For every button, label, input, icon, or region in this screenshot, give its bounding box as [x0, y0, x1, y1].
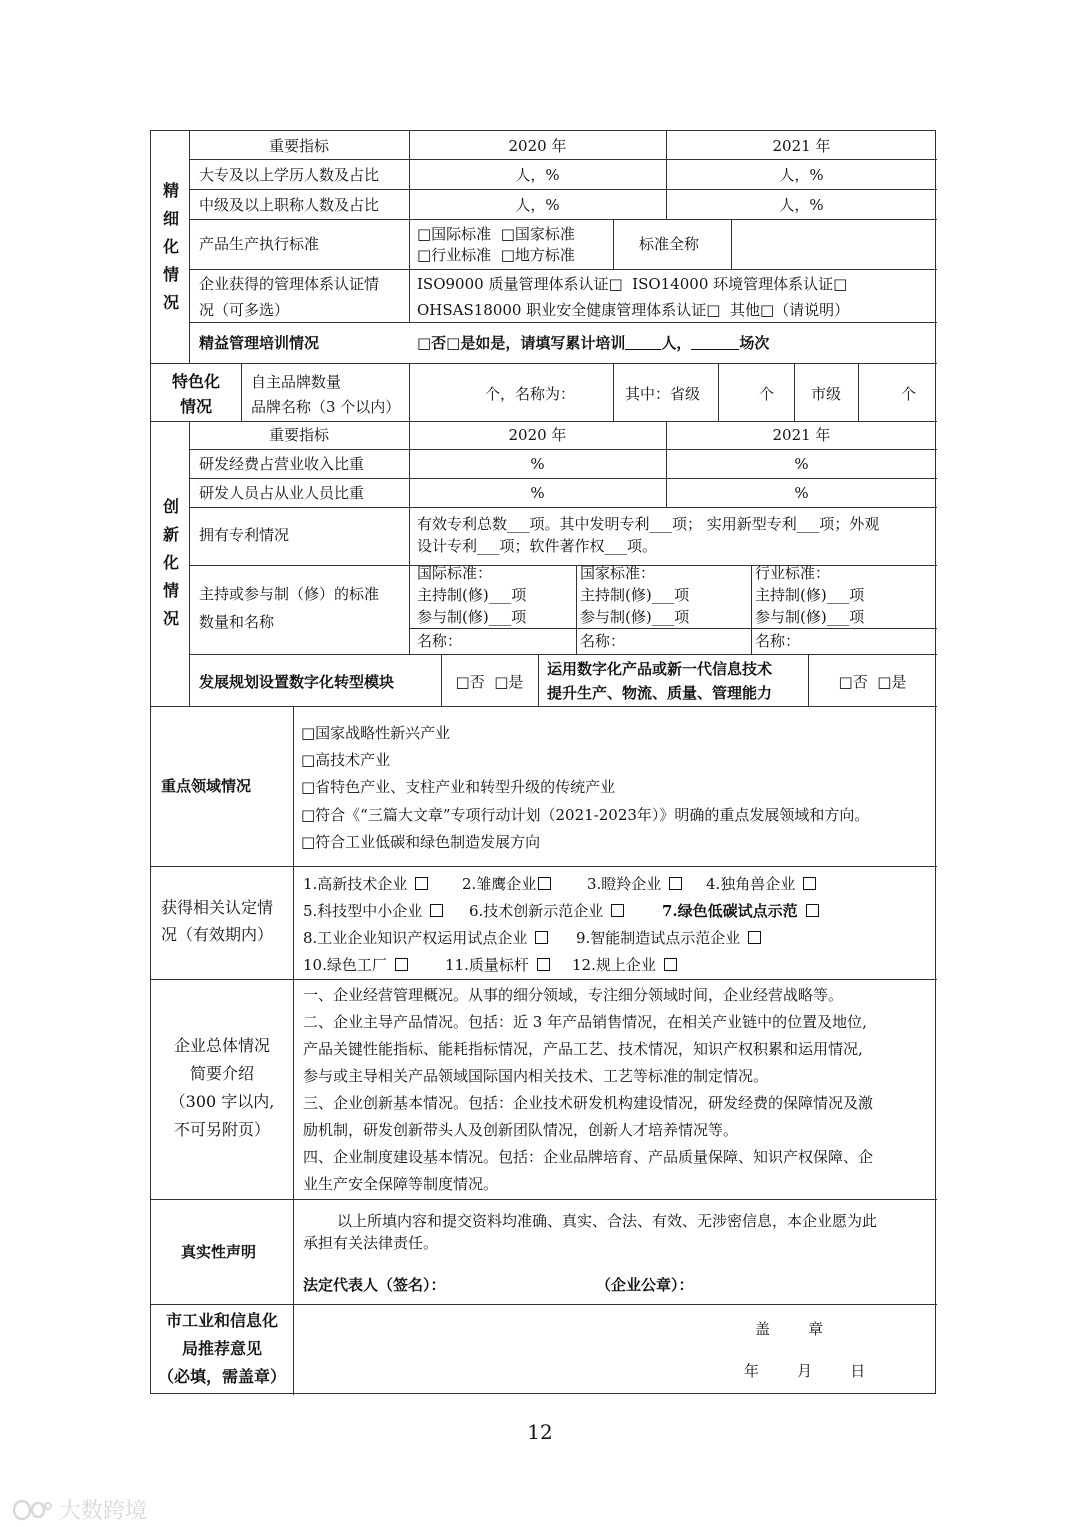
cert-item-3-label: 3.瞪羚企业 [587, 875, 662, 893]
intl-standard-title: 国际标准： [417, 564, 493, 582]
watermark-text: 大数跨境 [59, 1499, 148, 1524]
overview-label-3: （300 字以内, [169, 1092, 275, 1111]
natl-standard-name[interactable]: 名称： [580, 632, 626, 650]
declaration-line-2: 承担有关法律责任。 [303, 1234, 439, 1252]
year-2020-header: 2020 年 [508, 137, 567, 155]
cert-item-2-label: 2.雏鹰企业 [462, 875, 537, 893]
cert-options-2[interactable]: OHSAS18000 职业安全健康管理体系认证□ 其他□（请说明） [417, 301, 850, 319]
standard-fullname-label: 标准全称 [639, 235, 700, 253]
cert-item-6-label: 6.技术创新示范企业 [469, 902, 604, 920]
cert-item-9[interactable] [576, 928, 763, 948]
province-label: 其中：省级 [625, 385, 701, 403]
digital-capability-options[interactable]: □否 □是 [838, 673, 907, 691]
checkbox[interactable] [803, 877, 816, 890]
cert-item-5-label: 5.科技型中小企业 [303, 902, 423, 920]
rd-expense-2021-field[interactable]: % [794, 455, 809, 473]
recommendation-label-2: 局推荐意见 [181, 1339, 262, 1358]
overview-line-4[interactable]: 参与或主导相关产品领域国际国内相关技术、工艺等标准的制定情况。 [303, 1067, 769, 1085]
recommendation-label-3: （必填，需盖章） [157, 1367, 286, 1386]
cert-item-11[interactable] [445, 955, 552, 975]
innovation-section-label: 创 新 化 情 况 [162, 497, 179, 628]
recommendation-label-1: 市工业和信息化 [165, 1311, 278, 1330]
natl-standard-host[interactable]: 主持制(修)___项 [580, 586, 690, 604]
checkbox[interactable] [537, 958, 550, 971]
rd-staff-2021-field[interactable]: % [794, 484, 809, 502]
education-2021-field[interactable]: 人，% [779, 166, 824, 184]
education-2020-field[interactable]: 人，% [515, 166, 560, 184]
rd-staff-label: 研发人员占从业人员比重 [199, 484, 365, 502]
page-number: 12 [527, 1420, 553, 1444]
standard-options-1[interactable]: □国际标准 □国家标准 [417, 225, 575, 243]
certifications-label-2: 况（有效期内） [161, 925, 274, 944]
innovation-year-2021-header: 2021 年 [772, 426, 831, 444]
cert-item-8[interactable] [303, 928, 550, 948]
legal-rep-signature-field[interactable]: 法定代表人（签名）： [303, 1276, 446, 1294]
industry-standard-join[interactable]: 参与制(修)___项 [755, 608, 865, 626]
rd-expense-label: 研发经费占营业收入比重 [199, 455, 365, 473]
digital-capability-label-2: 提升生产、物流、质量、管理能力 [547, 684, 773, 702]
checkbox[interactable] [806, 904, 819, 917]
checkbox[interactable] [748, 931, 761, 944]
cert-item-10-label: 10.绿色工厂 [303, 956, 387, 974]
cert-label-1: 企业获得的管理体系认证情 [199, 275, 380, 293]
cert-item-8-label: 8.工业企业知识产权运用试点企业 [303, 929, 528, 947]
certifications-label-1: 获得相关认定情 [161, 898, 274, 917]
overview-line-3[interactable]: 产品关键性能指标、能耗指标情况，产品工艺、技术情况，知识产权积累和运用情况, [303, 1040, 863, 1058]
recommendation-stamp[interactable]: 盖 章 [755, 1320, 824, 1338]
title-2021-field[interactable]: 人，% [779, 196, 824, 214]
intl-standard-name[interactable]: 名称： [417, 632, 463, 650]
checkbox[interactable] [535, 931, 548, 944]
cert-label-2: 况（可多选） [199, 301, 290, 319]
natl-standard-join[interactable]: 参与制(修)___项 [580, 608, 690, 626]
cert-item-12[interactable] [572, 955, 679, 975]
cert-options-1[interactable]: ISO9000 质量管理体系认证□ ISO14000 环境管理体系认证□ [417, 275, 848, 293]
checkbox[interactable] [611, 904, 624, 917]
industry-standard-title: 行业标准： [755, 564, 831, 582]
cert-item-10[interactable] [303, 955, 410, 975]
patent-line-1[interactable]: 有效专利总数___项。其中发明专利___项； 实用新型专利___项；外观 [417, 515, 880, 533]
brand-count-field[interactable]: 个，名称为： [485, 385, 576, 403]
lean-suffix: 场次 [739, 334, 770, 352]
cert-item-5[interactable] [303, 901, 445, 921]
rd-expense-2020-field[interactable]: % [530, 455, 545, 473]
key-field-item-2[interactable]: □高技术产业 [301, 751, 391, 769]
specialization-section-1: 特色化 [171, 372, 220, 391]
lean-training-field[interactable] [417, 333, 769, 353]
overview-line-8[interactable]: 业生产安全保障等制度情况。 [303, 1175, 499, 1193]
cert-item-2[interactable] [462, 874, 553, 894]
lean-mid: 人， [661, 334, 692, 352]
cert-item-1-label: 1.高新技术企业 [303, 875, 408, 893]
cert-item-7-label: 7.绿色低碳试点示范 [662, 902, 798, 920]
digital-module-label: 发展规划设置数字化转型模块 [199, 673, 395, 691]
overview-line-2[interactable]: 二、企业主导产品情况。包括：近 3 年产品销售情况，在相关产业链中的位置及地位, [303, 1013, 867, 1031]
checkbox[interactable] [395, 958, 408, 971]
innovation-year-2020-header: 2020 年 [508, 426, 567, 444]
cert-item-7[interactable] [662, 901, 821, 921]
cert-item-1[interactable] [303, 874, 430, 894]
cert-item-3[interactable] [587, 874, 684, 894]
cert-item-9-label: 9.智能制造试点示范企业 [576, 929, 741, 947]
year-2021-header: 2021 年 [772, 137, 831, 155]
digital-module-options[interactable]: □否 □是 [455, 673, 524, 691]
cert-item-6[interactable] [469, 901, 626, 921]
key-fields-label: 重点领域情况 [161, 777, 252, 795]
checkbox[interactable] [664, 958, 677, 971]
key-field-item-1[interactable]: □国家战略性新兴产业 [301, 724, 451, 742]
overview-line-7[interactable]: 四、企业制度建设基本情况。包括：企业品牌培育、产品质量保障、知识产权保障、企 [303, 1148, 874, 1166]
cert-item-4-label: 4.独角兽企业 [706, 875, 796, 893]
overview-line-6[interactable]: 励机制，研发创新带头人及创新团队情况，创新人才培养情况等。 [303, 1121, 739, 1139]
specialization-section-2: 情况 [179, 397, 212, 416]
patent-line-2[interactable]: 设计专利___项；软件著作权___项。 [417, 537, 658, 555]
overview-label-4: 不可另附页） [173, 1120, 270, 1139]
checkbox[interactable] [415, 877, 428, 890]
intl-standard-host[interactable]: 主持制(修)___项 [417, 586, 527, 604]
patent-label: 拥有专利情况 [199, 526, 290, 544]
innovation-indicator-header: 重要指标 [268, 426, 329, 444]
industry-standard-name[interactable]: 名称： [755, 632, 801, 650]
company-seal-field[interactable]: （企业公章）： [596, 1276, 694, 1294]
overview-line-1[interactable]: 一、企业经营管理概况。从事的细分领域，专注细分领域时间，企业经营战略等。 [303, 986, 844, 1004]
standard-fullname-field[interactable] [733, 221, 935, 267]
watermark-logo-icon [12, 1498, 52, 1522]
education-label: 大专及以上学历人数及占比 [199, 166, 380, 184]
checkbox[interactable] [538, 877, 551, 890]
industry-standard-host[interactable]: 主持制(修)___项 [755, 586, 865, 604]
natl-standard-title: 国家标准： [580, 564, 656, 582]
standards-label-2: 数量和名称 [199, 613, 275, 631]
digital-capability-label-1: 运用数字化产品或新一代信息技术 [547, 660, 773, 678]
application-form [150, 130, 936, 1394]
lean-prefix: □否□是如是，请填写累计培训 [417, 334, 626, 352]
standard-options-2[interactable]: □行业标准 □地方标准 [417, 246, 575, 264]
lean-training-label: 精益管理培训情况 [199, 334, 320, 352]
key-field-item-5[interactable]: □符合工业低碳和绿色制造发展方向 [301, 833, 541, 851]
indicator-header: 重要指标 [268, 137, 329, 155]
key-field-item-3[interactable]: □省特色产业、支柱产业和转型升级的传统产业 [301, 778, 616, 796]
cert-item-4[interactable] [706, 874, 818, 894]
refinement-section-label: 精 细 化 情 况 [162, 181, 179, 312]
watermark [12, 1494, 147, 1525]
title-label: 中级及以上职称人数及占比 [199, 196, 380, 214]
declaration-line-1: 以上所填内容和提交资料均准确、真实、合法、有效、无涉密信息，本企业愿为此 [337, 1212, 878, 1230]
overview-label-1: 企业总体情况 [173, 1036, 270, 1055]
standard-label: 产品生产执行标准 [199, 235, 320, 253]
overview-line-5[interactable]: 三、企业创新基本情况。包括：企业技术研发机构建设情况，研发经费的保障情况及激 [303, 1094, 874, 1112]
intl-standard-join[interactable]: 参与制(修)___项 [417, 608, 527, 626]
cert-item-11-label: 11.质量标杆 [445, 956, 529, 974]
recommendation-date[interactable]: 年 月 日 [744, 1362, 866, 1380]
city-count-field[interactable]: 个 [901, 385, 917, 403]
brand-count-label: 自主品牌数量 [251, 373, 342, 391]
province-count-field[interactable]: 个 [759, 385, 775, 403]
overview-label-2: 简要介绍 [189, 1064, 254, 1083]
rd-staff-2020-field[interactable]: % [530, 484, 545, 502]
key-field-item-4[interactable]: □符合《“三篇大文章”专项行动计划（2021-2023年）》明确的重点发展领域和方向。 [301, 806, 870, 824]
declaration-label: 真实性声明 [181, 1243, 257, 1261]
title-2020-field[interactable]: 人，% [515, 196, 560, 214]
checkbox[interactable] [430, 904, 443, 917]
cert-item-12-label: 12.规上企业 [572, 956, 656, 974]
standards-label-1: 主持或参与制（修）的标准 [199, 585, 380, 603]
brand-name-label: 品牌名称（3 个以内） [251, 398, 401, 416]
checkbox[interactable] [669, 877, 682, 890]
city-label: 市级 [810, 385, 841, 403]
